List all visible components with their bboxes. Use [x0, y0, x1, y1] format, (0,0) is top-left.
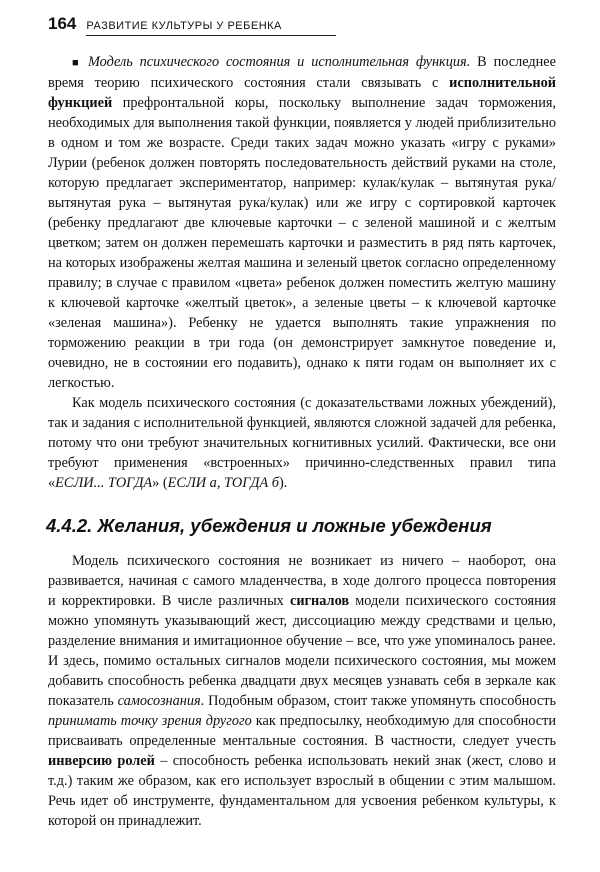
term-role-inversion: инверсию ролей	[48, 753, 155, 769]
term-self-awareness: самосознания	[117, 693, 201, 709]
text-run: префронтальной коры, поскольку выполнение задач торможения, необходимых для выполнения такой функции, появляется у людей приблизительно в одном и том же возрасте. Среди таких задач можно указать «игру с руками» Лурии (ребенок должен повторять последовательность действий руками на столе, которую предлагает экспериментатор, например: кулак/кулак – вытянутая рука/вытянутая рука – вытянутая рука/кулак) или же игру с сортировкой карточек (ребенку предлагают две ключевые карточки – с зеленой машиной и с желтым цветком; затем он должен перемешать карточки и разместить в ряд пять карточек, на которых изображены желтая машина и зеленый цветок согласно определенному правилу; в случае с правилом «цвета» ребенок должен поместить желтую машину к ключевой карточке «желтый цветок», а зеленые цветы – к ключевой карточке «зеленая машина»). Ребенку не удается выполнять такие упражнения по торможению реакции в три года (он демонстрирует замкнутое поведение и, очевидно, не в состоянии его подавить), однако к пяти годам он выполняет их с легкостью.	[48, 95, 556, 391]
running-title: РАЗВИТИЕ КУЛЬТУРЫ У РЕБЕНКА	[86, 20, 336, 36]
page-number: 164	[48, 14, 77, 33]
text-run: В последнее время теорию психического состояния стали связывать с	[48, 54, 556, 91]
term-executive-function: исполнительной функцией	[48, 75, 556, 111]
bullet-square-icon: ■	[72, 57, 82, 69]
text-run: Модель психического состояния не возникает из ничего – наоборот, она развивается, начиная с самого младенчества, в ходе долгого процесса повторения и корректировки. В числе различных	[48, 553, 556, 609]
rule-if-a-then-b: ЕСЛИ а, ТОГДА б	[167, 475, 279, 491]
term-signals: сигналов	[289, 593, 350, 609]
text-run: модели психического состояния можно упомянуть указывающий жест, диссоциацию между средствами и целью, разделение внимания и имитационное обучение – все, что уже упоминалось ранее. И здесь, помимо остальных сигналов модели психического состояния, мы можем добавить способность ребенка двадцати двух месяцев узнавать себя в зеркале как показатель	[48, 593, 556, 709]
paragraph-causal-rules	[48, 393, 556, 493]
section-heading: 4.4.2. Желания, убеждения и ложные убеждения	[46, 515, 492, 536]
lead-title: Модель психического состояния и исполнительная функция.	[87, 54, 471, 70]
text-run: . Подобным образом, стоит также упомянуть способность	[200, 693, 556, 709]
text-run: как предпосылку, необходимую для способности присваивать определенные ментальные состояния. В частности, следует учесть	[48, 713, 556, 749]
paragraph-desires-beliefs	[48, 551, 556, 831]
running-header	[48, 14, 556, 36]
text-run: Как модель психического состояния (с доказательствами ложных убеждений), так и задания с исполнительной функцией, являются сложной задачей для ребенка, потому что они требуют значительных когнитивных усилий. Фактически, все они требуют применения «встроенных» причинно-следственных правил типа «	[48, 395, 556, 491]
text-run: » (	[152, 475, 168, 491]
text-run: – способность ребенка использовать некий знак (жест, слово и т.д.) таким же образом, как его использует взрослый в общении с этим малышом. Речь идет об инструменте, фундаментальном для усвоения ребенком культуры, к которой он принадлежит.	[48, 753, 556, 829]
paragraph-executive-function	[48, 52, 556, 393]
text-run: ).	[278, 475, 288, 491]
term-perspective-taking: принимать точку зрения другого	[48, 713, 252, 729]
rule-if-then: ЕСЛИ... ТОГДА	[55, 475, 153, 491]
